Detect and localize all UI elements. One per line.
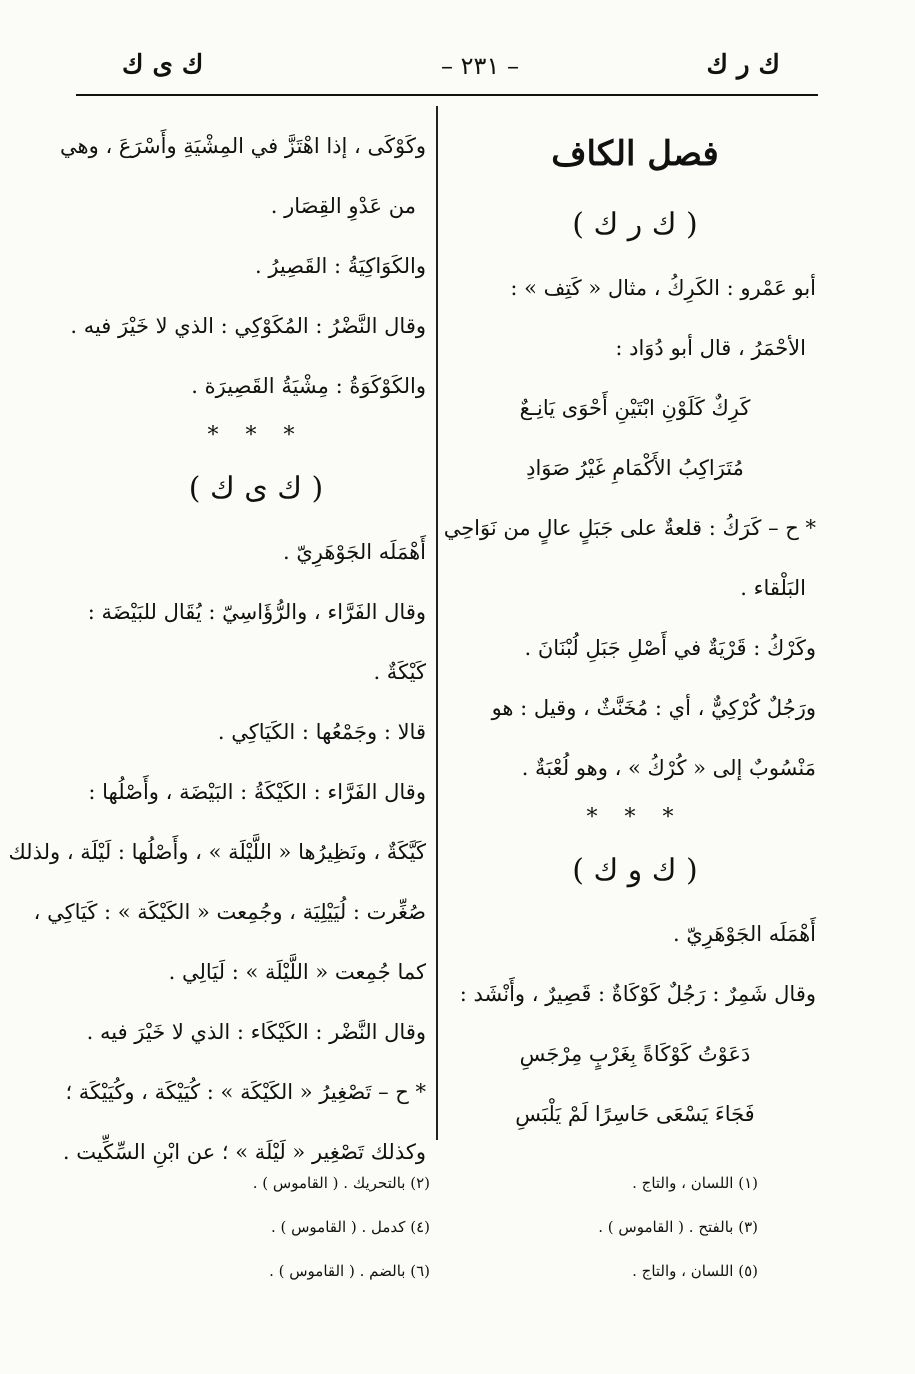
entry-line: كما جُمِعت « اللَّيْلَة » : لَيَالِي .	[168, 960, 426, 984]
root-heading-krk: ( ك ر ك )	[572, 207, 698, 242]
footnote: (٥) اللسان ، والتاج .	[632, 1262, 758, 1280]
entry-line: صُغِّرت : لُيَيْلِيَة ، وجُمِعت « الكَيْكَة » : كَيَاكِي ،	[33, 900, 426, 924]
header-root-left: ك ى ك	[122, 50, 204, 80]
entry-line: * ح – تَصْغِيرُ « الكَيْكَة » : كُيَيْكَة ، وكُيَيْكَة ؛	[65, 1080, 426, 1104]
verse-line: كَرِكٌ كَلَوْنِ ابْتَيْنِ أَحْوَى يَانِـعٌ	[519, 396, 751, 420]
entry-line: والكَوَاكِيَةُ : القَصِيرُ .	[254, 254, 426, 278]
entry-line: * ح – كَرَكُ : قلعةٌ على جَبَلٍ عالٍ من نَوَاحِي	[443, 516, 816, 540]
entry-line: وقال شَمِرٌ : رَجُلٌ كَوْكَاةٌ : قَصِيرٌ ، وأَنْشَد :	[459, 982, 816, 1006]
entry-line: وقال النَّضْر : الكَيْكَاء : الذي لا خَيْرَ فيه .	[86, 1020, 426, 1044]
entry-line: أبو عَمْرو : الكَرِكُ ، مثال « كَتِف » :	[510, 276, 816, 300]
right-column	[443, 116, 816, 1144]
entry-line: كَيْكَةٌ .	[373, 660, 426, 684]
verse-line: مُتَرَاكِبُ الأَكْمَامِ غَيْرُ صَوَادِ	[526, 456, 744, 480]
verse-line: فَجَاءَ يَسْعَى حَاسِرًا لَمْ يَلْبَسِ	[515, 1102, 755, 1126]
entry-line: كَيَّكَةٌ ، ونَظِيرُها « اللَّيْلَة » ، وأَصْلُها : لَيْلَة ، ولذلك	[8, 840, 426, 864]
root-heading-kwk: ( ك و ك )	[572, 853, 698, 888]
footnote: (٢) بالتحريك . ( القاموس ) .	[252, 1174, 430, 1192]
entry-line: قالا : وجَمْعُها : الكَيَاكِي .	[217, 720, 426, 744]
entry-line: أَهْمَلَه الجَوْهَرِيّ .	[672, 922, 816, 946]
entry-line: وقال النَّضْرُ : المُكَوْكِي : الذي لا خَيْرَ فيه .	[70, 314, 426, 338]
footnote: (٣) بالفتح . ( القاموس ) .	[598, 1218, 758, 1236]
page-number: – ٢٣١ –	[441, 52, 519, 80]
entry-line: وقال الفَرَّاء ، والرُّؤَاسِيّ : يُقَال للبَيْضَة :	[87, 600, 426, 624]
footnote-row	[100, 1256, 780, 1300]
page-header	[80, 44, 820, 88]
entry-line: وكذلك تَصْغِير « لَيْلَة » ؛ عن ابْنِ السِّكِّيت .	[62, 1140, 426, 1164]
footnote-row	[100, 1212, 780, 1256]
entry-line: مَنْسُوبٌ إلى « كُرْكُ » ، وهو لُعْبَةٌ .	[521, 756, 816, 780]
entry-line: البَلْقاء .	[740, 576, 806, 600]
footnote: (٤) كدمل . ( القاموس ) .	[270, 1218, 430, 1236]
footnote: (١) اللسان ، والتاج .	[632, 1174, 758, 1192]
footnotes	[100, 1168, 780, 1300]
entry-line: من عَدْوِ القِصَار .	[270, 194, 416, 218]
footnote-row	[100, 1168, 780, 1212]
section-separator: * * *	[586, 805, 684, 830]
footnote: (٦) بالضم . ( القاموس ) .	[269, 1262, 430, 1280]
left-column	[8, 116, 426, 1182]
section-separator: * * *	[207, 423, 305, 448]
entry-line: وقال الفَرَّاء : الكَيْكَةُ : البَيْضَة ، وأَصْلُها :	[88, 780, 426, 804]
entry-line: والكَوْكَوَةُ : مِشْيَةُ القَصِيرَة .	[191, 374, 426, 398]
entry-line: وكَوْكَى ، إذا اهْتَزَّ في المِشْيَةِ وأَسْرَعَ ، وهي	[60, 134, 426, 158]
verse-line: دَعَوْتُ كَوْكَاةً بِغَرْبٍ مِرْجَسِ	[519, 1042, 751, 1066]
entry-line: الأحْمَرُ ، قال أبو دُوَاد :	[615, 336, 806, 360]
header-root-right: ك ر ك	[706, 50, 780, 80]
entry-line: وكَرْكُ : قَرْيَةٌ في أَصْلِ جَبَلِ لُبْنَانَ .	[524, 636, 816, 660]
section-title: فصل الكاف	[551, 134, 719, 174]
root-heading-kyk: ( ك ى ك )	[188, 471, 324, 506]
column-divider	[436, 106, 438, 1140]
entry-line: أَهْمَلَه الجَوْهَرِيّ .	[282, 540, 426, 564]
header-rule	[76, 94, 818, 96]
entry-line: ورَجُلٌ كُرْكِيٌّ ، أي : مُخَنَّثٌ ، وقيل : هو	[491, 696, 816, 720]
